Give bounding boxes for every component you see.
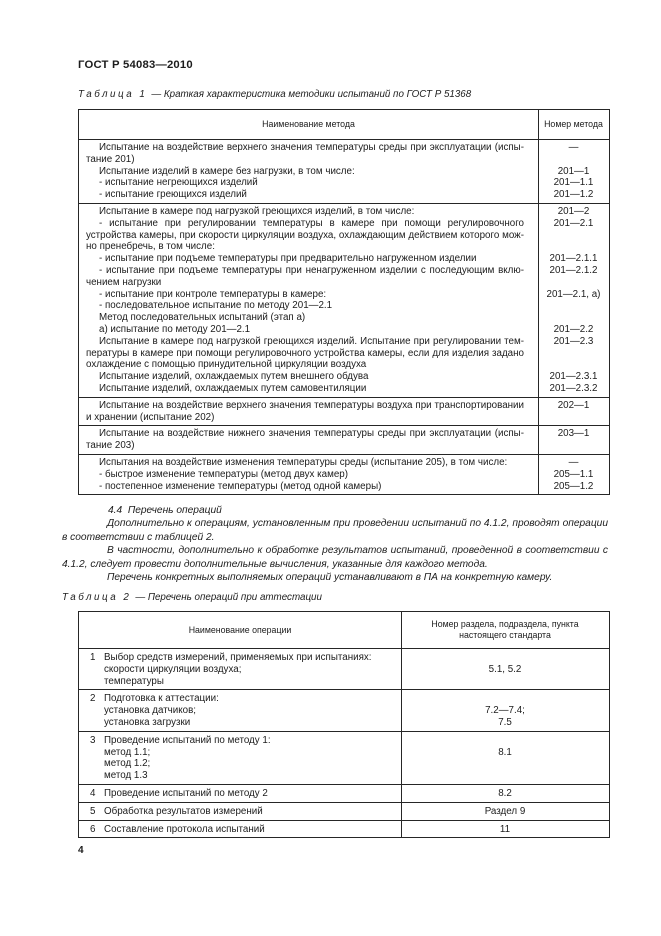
operation-line: метод 1.1; (104, 746, 151, 758)
table1-row (79, 371, 609, 383)
table2-column-divider (401, 732, 402, 784)
table2 (78, 611, 610, 838)
method-name-cell: Метод последовательных испытаний (этап а) (99, 312, 306, 324)
table2-header-row (79, 612, 609, 649)
clause-number-line: Раздел 9 (484, 805, 526, 817)
method-name-cell: Испытание изделий, охлаждаемых путем внешнего обдува (99, 371, 369, 383)
method-name-cell: - постепенное изменение температуры (метод одной камеры) (99, 480, 382, 492)
page-number: 4 (78, 845, 84, 856)
operation-name-cell (79, 824, 401, 836)
operation-name-cell (79, 652, 401, 687)
clause-number-line (401, 758, 609, 770)
operation-line: скорости циркуляции воздуха; (104, 663, 242, 675)
method-name-cell: - испытание негреющихся изделий (99, 177, 258, 189)
table1-row (79, 289, 609, 301)
clause-number-cell (401, 652, 609, 687)
table1-col-header-method-name: Наименование метода (262, 118, 355, 129)
table1-row (79, 166, 609, 178)
table1-column-divider (538, 426, 539, 454)
table1-col-header-method-number: Номер метода (544, 118, 603, 129)
table1-caption-label: Таблица 1 (78, 89, 148, 100)
section-4-4-heading: 4.4 Перечень операций (108, 505, 222, 516)
method-name-cell: Испытание изделий, охлаждаемых путем самовентиляции (99, 382, 367, 394)
method-name-cell: - испытание при регулировании температуры в камере при помощи регулировочного устройства камеры, при скорости циркуляции воздуха, охлаждающим действием которого можно пренебречь, в том числе: (86, 217, 524, 253)
table1-row (79, 265, 609, 289)
clause-number-line: 5.1, 5.2 (488, 663, 522, 675)
method-name-cell: Испытание изделий в камере без нагрузки, в том числе: (99, 165, 355, 177)
table1-row (79, 142, 609, 166)
operation-line: установка загрузки (104, 716, 191, 728)
table1-row (79, 253, 609, 265)
table1-row (79, 312, 609, 324)
clause-number-line (401, 735, 609, 747)
method-name-cell: Испытание на воздействие верхнего значения температуры воздуха при транспортировании и хранении (испытание 202) (86, 399, 524, 423)
table1-section (79, 426, 609, 455)
table2-row (79, 690, 609, 731)
operation-name-cell (79, 788, 401, 800)
method-name-cell: Испытание в камере под нагрузкой греющихся изделий, в том числе: (99, 205, 415, 217)
clause-number-line (401, 770, 609, 782)
table1-column-divider (538, 398, 539, 426)
operation-number: 5 (90, 805, 96, 817)
table2-column-divider (401, 785, 402, 802)
table2-col-header-clause-number: Номер раздела, подраздела, пункта настоящего стандарта (431, 619, 579, 640)
operation-name-cell (79, 735, 401, 782)
clause-number-line: 11 (499, 823, 511, 835)
clause-number-line: 8.1 (498, 746, 512, 758)
clause-number-line (401, 652, 609, 664)
method-name-cell: - испытание греющихся изделий (99, 189, 247, 201)
table1-section (79, 140, 609, 204)
method-number-cell: 205—1.2 (553, 480, 594, 492)
table1-row (79, 383, 609, 395)
table1-row (79, 400, 609, 424)
method-number-cell: — (568, 142, 579, 153)
table1-row (79, 218, 609, 253)
operation-line: 4 Проведение испытаний по методу 2 (90, 787, 268, 799)
clause-number-line: 7.2—7.4; (485, 705, 525, 717)
table2-col-header-operation-name: Наименование операции (188, 624, 292, 635)
clause-number-cell (401, 824, 609, 836)
method-name-cell: - испытание при подъеме температуры при предварительно нагруженном изделии (99, 253, 477, 265)
table1-column-divider (538, 204, 539, 397)
method-number-cell (538, 312, 609, 324)
table1-header-row (79, 110, 609, 140)
table1-caption (78, 89, 610, 101)
operation-line: метод 1.3 (104, 770, 148, 782)
table1-row (79, 206, 609, 218)
method-number-cell: 203—1 (557, 428, 590, 440)
operation-number: 1 (90, 652, 96, 663)
section-4-4 (62, 504, 608, 584)
method-number-cell (538, 300, 609, 312)
clause-number-line: 7.5 (498, 716, 512, 728)
clause-number-cell (401, 806, 609, 818)
table2-body (79, 649, 609, 837)
method-number-cell: 205—1.1 (553, 468, 594, 480)
clause-number-line (401, 676, 609, 688)
clause-number-line (401, 693, 609, 705)
table1-row (79, 336, 609, 371)
method-number-cell: 201—2.1, а) (546, 288, 601, 300)
section-4-4-paragraph: Перечень конкретных выполняемых операций устанавливают в ПА на конкретную камеру. (107, 572, 553, 584)
table2-row (79, 803, 609, 821)
table1-body (79, 140, 609, 494)
table2-caption (62, 592, 608, 604)
table2-row (79, 649, 609, 690)
method-number-cell: 201—2.2 (553, 323, 594, 335)
operation-line: 1 Выбор средств измерений, применяемых при испытаниях: (90, 652, 372, 663)
table2-column-divider (401, 803, 402, 820)
operation-name-cell (79, 693, 401, 728)
clause-number-line: 8.2 (498, 787, 512, 799)
method-number-cell: 201—2.3.1 (549, 371, 598, 383)
method-number-cell: 201—2.1.2 (549, 264, 598, 276)
operation-line: метод 1.2; (104, 758, 151, 770)
table1-section (79, 398, 609, 427)
method-name-cell: - быстрое изменение температуры (метод двух камер) (99, 468, 348, 480)
method-number-cell: 201—2.3 (553, 335, 594, 347)
operation-line: 6 Составление протокола испытаний (90, 823, 265, 835)
operation-number: 3 (90, 734, 96, 746)
operation-line: температуры (104, 675, 164, 687)
operation-name-cell (79, 806, 401, 818)
operation-line: 3 Проведение испытаний по методу 1: (90, 734, 271, 746)
table2-caption-text: — Перечень операций при аттестации (135, 592, 322, 603)
method-number-cell: — (568, 456, 579, 468)
method-number-cell: 201—2.3.2 (549, 382, 598, 394)
operation-number: 2 (90, 693, 96, 705)
table2-caption-label: Таблица 2 (62, 592, 132, 603)
table2-column-divider (401, 649, 402, 689)
table2-column-divider (401, 821, 402, 838)
method-name-cell: - испытание при контроле температуры в камере: (99, 288, 327, 300)
table2-row (79, 732, 609, 785)
operation-line: установка датчиков; (104, 705, 197, 717)
table1-row (79, 189, 609, 201)
method-name-cell: Испытания на воздействие изменения температуры среды (испытание 205), в том числе: (99, 456, 508, 468)
table2-row (79, 785, 609, 803)
method-number-cell: 202—1 (557, 399, 590, 411)
method-name-cell: Испытание на воздействие нижнего значения температуры среды при эксплуатации (испытание 203) (86, 428, 524, 452)
method-number-cell: 201—1 (557, 165, 590, 177)
method-name-cell: Испытание на воздействие верхнего значения температуры среды при эксплуатации (испытание 201) (86, 142, 524, 165)
table1-row (79, 324, 609, 336)
operation-number: 6 (90, 823, 96, 835)
table1-column-divider (538, 140, 539, 203)
method-number-cell: 201—2 (557, 205, 590, 217)
clause-number-cell (401, 735, 609, 782)
doc-number: ГОСТ Р 54083—2010 (78, 59, 193, 71)
table1-row (79, 177, 609, 189)
table2-column-divider (401, 612, 402, 648)
method-number-cell: 201—1.2 (553, 189, 594, 201)
table1-row (79, 469, 609, 481)
method-number-cell: 201—2.1.1 (549, 253, 598, 265)
table1-row (79, 481, 609, 493)
method-number-cell: 201—1.1 (553, 177, 594, 189)
table1-row (79, 300, 609, 312)
table2-row (79, 821, 609, 838)
method-name-cell: Испытание в камере под нагрузкой греющихся изделий. Испытание при регулировании температуры в камере при помощи регулировочного устройства камеры, если для изделия задано охлаждение с помощью принудительной циркуляции воздуха (86, 335, 524, 371)
method-number-cell: 201—2.1 (553, 217, 594, 229)
table1-row (79, 428, 609, 452)
clause-number-cell (401, 693, 609, 728)
method-name-cell: - последовательное испытание по методу 201—2.1 (99, 300, 333, 312)
table2-column-divider (401, 690, 402, 730)
table1 (78, 109, 610, 495)
method-name-cell: - испытание при подъеме температуры при ненагруженном изделии с последующим включением нагрузки (86, 264, 524, 288)
operation-number: 4 (90, 787, 96, 799)
section-4-4-paragraph: Дополнительно к операциям, установленным при проведении испытаний по 4.1.2, проводят операции в соответствии с таблицей 2. (62, 518, 608, 543)
section-4-4-paragraph: В частности, дополнительно к обработке результатов испытаний, проведенной в соответствии с 4.1.2, следует провести дополнительные вычисления, указанные для каждого метода. (62, 545, 608, 570)
table1-column-divider (538, 110, 539, 139)
table1-column-divider (538, 455, 539, 494)
table1-section (79, 455, 609, 494)
table1-section (79, 204, 609, 398)
method-name-cell: а) испытание по методу 201—2.1 (99, 323, 251, 335)
clause-number-cell (401, 788, 609, 800)
operation-line: 5 Обработка результатов измерений (90, 805, 263, 817)
table1-caption-text: — Краткая характеристика методики испытаний по ГОСТ Р 51368 (151, 89, 472, 100)
table1-row (79, 457, 609, 469)
operation-line: 2 Подготовка к аттестации: (90, 693, 219, 705)
